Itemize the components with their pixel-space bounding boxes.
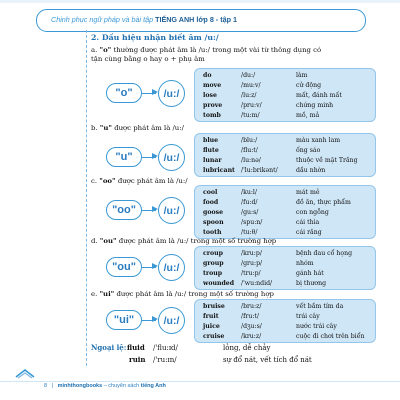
exception-label: Ngoại lệ:: [91, 343, 127, 352]
exception-ipa: /'flu:ɪd/: [153, 344, 178, 352]
phonetic: /ku:l/: [241, 189, 257, 196]
sound-circle: /u:/: [158, 144, 185, 171]
book-logo-icon: [14, 364, 36, 380]
rule-spelling: "oo": [99, 177, 116, 185]
spelling-pill: "ui": [106, 310, 142, 330]
meaning: con ngỗng: [296, 209, 329, 216]
arrow-right-icon: [142, 267, 156, 268]
rule-letter: b.: [91, 124, 100, 132]
phonetic: /pru:v/: [241, 102, 262, 109]
rule-spelling: "ui": [99, 290, 115, 298]
meaning: gánh hát: [296, 270, 324, 277]
footer-tagline: – chuyên sách: [102, 383, 141, 389]
rule-spelling: "o": [99, 46, 112, 54]
rule-text: được phát âm là /u:/: [112, 124, 184, 132]
word: fruit: [203, 313, 219, 320]
phonetic: /kru:p/: [241, 250, 262, 257]
word-table: [194, 299, 376, 343]
meaning: mát mẻ: [296, 189, 320, 196]
arrow-right-icon: [142, 320, 156, 321]
rule-heading: [91, 177, 188, 186]
meaning: thuộc về mặt Trăng: [296, 157, 358, 164]
meaning: làm: [296, 72, 308, 79]
exception-meaning: lỏng, dễ chảy: [223, 344, 271, 352]
rule-text-2: tận cùng bằng o hay o + phụ âm: [91, 55, 205, 63]
rule-heading: [91, 290, 274, 299]
rule-heading: [91, 124, 184, 133]
phonetic: /kru:z/: [241, 333, 262, 340]
page-header: [36, 9, 366, 32]
word-table: [194, 185, 376, 239]
meaning: đồ ăn, thực phẩm: [296, 199, 351, 206]
table-row: [195, 259, 375, 269]
rule-letter: a.: [91, 46, 100, 54]
meaning: dầu nhờn: [296, 167, 326, 174]
phonetic: /bru:z/: [241, 303, 262, 310]
word: bruise: [203, 303, 225, 310]
rule-letter: c.: [91, 177, 100, 185]
sound-circle: /u:/: [158, 307, 185, 334]
rule-heading: [91, 46, 321, 64]
rule-text: được phát âm là /u:/: [115, 177, 188, 185]
exception-word: fluid: [127, 343, 145, 352]
table-row: [195, 188, 375, 198]
header-text: [51, 13, 237, 26]
word: do: [203, 72, 212, 79]
header-book: TIẾNG ANH lớp 8 - tập 1: [155, 15, 237, 24]
phonetic: /tu:θ/: [241, 229, 258, 236]
phonetic: /tru:p/: [241, 270, 261, 277]
footer-subject: tiếng Anh: [140, 383, 166, 389]
arrow-right-icon: [142, 93, 156, 94]
spelling-pill: "ou": [106, 257, 142, 277]
word: troup: [203, 270, 223, 277]
exception-word: ruin: [129, 355, 146, 364]
phonetic: /gu:s/: [241, 209, 259, 216]
meaning: bị thương: [296, 280, 327, 287]
table-row: [195, 156, 375, 166]
meaning: trái cây: [296, 313, 320, 320]
table-row: [195, 91, 375, 101]
page-number: 8: [44, 383, 48, 389]
word: food: [203, 199, 219, 206]
word: juice: [203, 323, 220, 330]
word: tooth: [203, 229, 222, 236]
word: wounded: [203, 280, 235, 287]
word-table: [194, 68, 376, 122]
footer-brand: minhthongbooks: [57, 383, 103, 389]
meaning: nhóm: [296, 260, 314, 267]
phonetic: /flu:t/: [241, 147, 258, 154]
phonetic: /lu:nə/: [241, 157, 261, 164]
table-row: [195, 146, 375, 156]
table-row: [195, 279, 375, 289]
sound-circle: /u:/: [158, 197, 185, 224]
meaning: mồ, mả: [296, 112, 320, 119]
table-row: [195, 302, 375, 312]
phonetic: /gru:p/: [241, 260, 263, 267]
rule-letter: e.: [91, 290, 100, 298]
sound-circle: /u:/: [158, 254, 185, 281]
rule-spelling: "ou": [99, 237, 117, 245]
table-row: [195, 136, 375, 146]
sound-circle: /u:/: [158, 80, 185, 107]
table-row: [195, 166, 375, 176]
phonetic: /blu:/: [241, 137, 258, 144]
phonetic: /'lu:brikənt/: [241, 167, 278, 174]
meaning: cái thìa: [296, 219, 320, 226]
word: spoon: [203, 219, 224, 226]
word-table: [194, 133, 376, 177]
phonetic: /lu:z/: [241, 92, 257, 99]
table-row: [195, 218, 375, 228]
phonetic: /mu:v/: [241, 82, 261, 89]
footer-rule: [0, 381, 400, 382]
phonetic: /spu:n/: [241, 219, 263, 226]
exception-row-1: [91, 343, 271, 353]
footer-text: 8 | minhthongbooks – chuyên sách tiếng Anh: [44, 383, 166, 389]
phonetic: /fu:d/: [241, 199, 258, 206]
spelling-pill: "o": [106, 83, 142, 103]
rule-heading: [91, 237, 276, 246]
table-row: [195, 198, 375, 208]
rule-text: được phát âm là /u:/ trong một số trường hợp: [114, 290, 274, 298]
phonetic: /tu:m/: [241, 112, 260, 119]
word: blue: [203, 137, 219, 144]
table-row: [195, 208, 375, 218]
meaning: cái răng: [296, 229, 322, 236]
table-row: [195, 81, 375, 91]
meaning: ống sáo: [296, 147, 321, 154]
word: tomb: [203, 112, 221, 119]
meaning: nước trái cây: [296, 323, 337, 330]
arrow-right-icon: [142, 157, 156, 158]
margin-guide-line: [86, 30, 87, 366]
word: croup: [203, 250, 223, 257]
table-row: [195, 101, 375, 111]
meaning: màu xanh lam: [296, 137, 341, 144]
word: move: [203, 82, 222, 89]
table-row: [195, 111, 375, 121]
meaning: cuộc đi chơi trên biển: [296, 333, 365, 340]
rule-spelling: "u": [99, 124, 112, 132]
word: lubricant: [203, 167, 235, 174]
phonetic: /du:/: [241, 72, 256, 79]
table-row: [195, 249, 375, 259]
exception-meaning: sự đổ nát, vết tích đổ nát: [223, 356, 312, 364]
table-row: [195, 312, 375, 322]
rule-text: được phát âm là /u:/ trong một số trường hợp: [116, 237, 277, 245]
word: flute: [203, 147, 219, 154]
phonetic: /dʒu:s/: [241, 323, 262, 330]
table-row: [195, 71, 375, 81]
meaning: cử động: [296, 82, 322, 89]
phonetic: /fru:t/: [241, 313, 259, 320]
meaning: vết bầm tím da: [296, 303, 344, 310]
rule-text: thường được phát âm là /u:/ trong một vài từ thông dụng có: [111, 46, 322, 54]
word: goose: [203, 209, 224, 216]
word: lunar: [203, 157, 222, 164]
meaning: bệnh đau cổ họng: [296, 250, 353, 257]
header-series: Chinh phục ngữ pháp và bài tập: [51, 15, 156, 24]
spelling-pill: "u": [106, 147, 142, 167]
exception-ipa: /'ru:ɪn/: [153, 356, 177, 364]
word: lose: [203, 92, 217, 99]
table-row: [195, 269, 375, 279]
word: prove: [203, 102, 223, 109]
meaning: chứng minh: [296, 102, 334, 109]
table-row: [195, 332, 375, 342]
arrow-right-icon: [142, 210, 156, 211]
word: cruise: [203, 333, 225, 340]
meaning: mất, đánh mất: [296, 92, 342, 99]
word: cool: [203, 189, 218, 196]
section-title: 2. Dấu hiệu nhận biết âm /u:/: [91, 33, 219, 42]
spelling-pill: "oo": [106, 200, 142, 220]
word: group: [203, 260, 224, 267]
table-row: [195, 322, 375, 332]
word-table: [194, 246, 376, 290]
rule-letter: d.: [91, 237, 100, 245]
top-rule: [0, 0, 400, 3]
phonetic: /'wu:ndid/: [241, 280, 273, 287]
